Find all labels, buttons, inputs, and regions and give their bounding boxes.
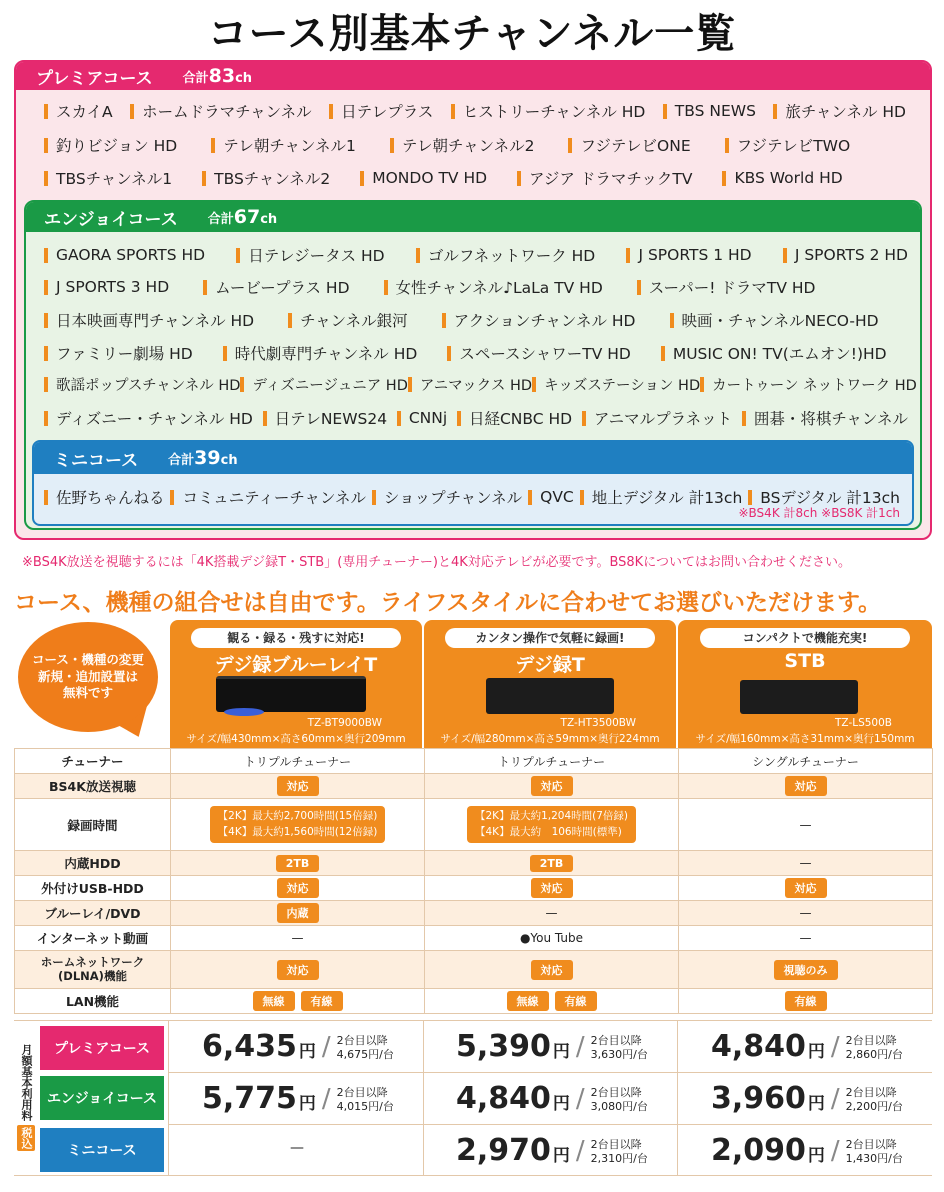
channel-item: 日テレプラス	[329, 100, 433, 122]
channel-item: スペースシャワーTV HD	[447, 342, 631, 364]
channel-total: 合計83ch	[182, 65, 253, 87]
channel-item: J SPORTS 1 HD	[626, 244, 751, 266]
monthly-fee-label: 月額基本利用料 税込	[14, 1020, 38, 1175]
course-name: プレミアコース	[36, 68, 153, 89]
spec-row	[15, 926, 933, 951]
col-divider	[168, 1020, 169, 1176]
channel-row	[26, 276, 920, 298]
channel-item: ムービープラス HD	[203, 276, 349, 298]
channel-item: ファミリー劇場 HD	[44, 342, 193, 364]
spec-row	[15, 749, 933, 774]
spec-value: 対応	[679, 876, 933, 901]
free-change-bubble: コース・機種の変更 新規・追加設置は 無料です	[18, 622, 158, 732]
channel-item: 映画・チャンネルNECO-HD	[670, 309, 879, 331]
spec-label: LAN機能	[15, 989, 171, 1014]
channel-item: TBSチャンネル1	[44, 167, 172, 189]
spec-table	[14, 748, 933, 1014]
mini-course-header	[34, 442, 912, 474]
channel-item: スカイA	[44, 100, 113, 122]
channel-row	[26, 407, 920, 429]
spec-value: 有線	[679, 989, 933, 1014]
channel-item: KBS World HD	[722, 167, 842, 189]
channel-total: 合計39ch	[168, 447, 238, 469]
spec-label: 内蔵HDD	[15, 851, 171, 876]
product-header-ls500	[678, 620, 932, 748]
channel-item: 歌謡ポップスチャンネル HD	[44, 374, 240, 395]
spec-row	[15, 851, 933, 876]
product-size: サイズ/幅430mm×高さ60mm×奥行209mm	[186, 733, 406, 745]
channel-row	[26, 244, 920, 266]
spec-label: ホームネットワーク (DLNA)機能	[15, 951, 171, 989]
course-label-mini: ミニコース	[40, 1128, 164, 1172]
spec-value: 対応	[171, 876, 425, 901]
channel-item: アニマックス HD	[408, 374, 532, 395]
spec-value: 対応	[425, 951, 679, 989]
channel-item: 女性チャンネル♪LaLa TV HD	[384, 276, 603, 298]
spec-value: トリプルチューナー	[171, 749, 425, 774]
spec-value: 無線 有線	[171, 989, 425, 1014]
channel-item: アジア ドラマチックTV	[517, 167, 692, 189]
spec-value: 無線 有線	[425, 989, 679, 1014]
channel-item: フジテレビTWO	[725, 134, 851, 156]
course-label-premium: プレミアコース	[40, 1026, 164, 1070]
spec-row	[15, 989, 933, 1014]
price-cell: 2,090 円 / 2台目以降 1,430円/台	[711, 1133, 903, 1168]
product-model: TZ-HT3500BW	[560, 717, 636, 729]
product-header-bt9000	[170, 620, 422, 748]
spec-value: —	[679, 799, 933, 851]
tax-included-badge: 税込	[17, 1125, 35, 1151]
channel-item: MUSIC ON! TV(エムオン!)HD	[661, 342, 887, 364]
channel-item: フジテレビONE	[568, 134, 690, 156]
course-label-enjoy: エンジョイコース	[40, 1076, 164, 1120]
price-cell: 6,435 円 / 2台目以降 4,675円/台	[202, 1029, 394, 1064]
channel-item: ヒストリーチャンネル HD	[451, 100, 646, 122]
product-size: サイズ/幅160mm×高さ31mm×奥行150mm	[695, 733, 915, 745]
channel-item: スーパー! ドラマTV HD	[637, 276, 816, 298]
row-divider	[168, 1124, 932, 1125]
spec-value: ●You Tube	[425, 926, 679, 951]
channel-item: テレ朝チャンネル2	[390, 134, 535, 156]
product-model: TZ-BT9000BW	[307, 717, 382, 729]
spec-value: —	[679, 926, 933, 951]
spec-value: トリプルチューナー	[425, 749, 679, 774]
price-cell: 4,840 円 / 2台目以降 2,860円/台	[711, 1029, 903, 1064]
channel-row	[16, 167, 930, 189]
spec-value: 対応	[425, 774, 679, 799]
channel-item: 旅チャンネル HD	[773, 100, 906, 122]
spec-value: 対応	[171, 951, 425, 989]
channel-item: 佐野ちゃんねる	[44, 486, 165, 508]
channel-item: ディズニー・チャンネル HD	[44, 407, 253, 429]
spec-label: ブルーレイ/DVD	[15, 901, 171, 926]
channel-item: 日テレジータス HD	[236, 244, 384, 266]
channel-item: コミュニティーチャンネル	[170, 486, 366, 508]
bs4k-requirement-note: ※BS4K放送を視聴するには「4K搭載デジ録T・STB」(専用チューナー)と4K対応テレビが必要です。BS8Kについてはお問い合わせください。	[22, 555, 851, 570]
price-cell: 5,775 円 / 2台目以降 4,015円/台	[202, 1081, 394, 1116]
stb-image	[740, 680, 858, 714]
page-title: コース別基本チャンネル一覧	[207, 11, 737, 57]
product-name: デジ録T	[515, 654, 585, 676]
channel-row	[26, 342, 920, 364]
spec-row	[15, 774, 933, 799]
spec-value: 【2K】最大約2,700時間(15倍録) 【4K】最大約1,560時間(12倍録)	[171, 799, 425, 851]
spec-value: —	[679, 901, 933, 926]
spec-row	[15, 951, 933, 989]
channel-item: 地上デジタル 計13ch	[580, 486, 743, 508]
channel-item: QVC	[528, 486, 574, 508]
channel-item: ホームドラマチャンネル	[130, 100, 312, 122]
channel-item: キッズステーション HD	[532, 374, 700, 395]
channel-item: アニマルプラネット	[582, 407, 732, 429]
spec-value: 対応	[171, 774, 425, 799]
spec-label: チューナー	[15, 749, 171, 774]
price-cell: 2,970 円 / 2台目以降 2,310円/台	[456, 1133, 648, 1168]
channel-item: TBSチャンネル2	[202, 167, 330, 189]
channel-item: CNNj	[397, 407, 447, 429]
channel-item: GAORA SPORTS HD	[44, 244, 205, 266]
channel-item: 日経CNBC HD	[457, 407, 572, 429]
channel-item: J SPORTS 3 HD	[44, 276, 169, 298]
headline: コース、機種の組合せは自由です。ライフスタイルに合わせてお選びいただけます。	[14, 590, 882, 616]
spec-value: シングルチューナー	[679, 749, 933, 774]
spec-value: —	[679, 851, 933, 876]
spec-row	[15, 876, 933, 901]
price-cell: 5,390 円 / 2台目以降 3,630円/台	[456, 1029, 648, 1064]
col-divider	[677, 1020, 678, 1176]
channel-item: カートゥーン ネットワーク HD	[700, 374, 917, 395]
product-size: サイズ/幅280mm×高さ59mm×奥行224mm	[440, 733, 660, 745]
enjoy-course-header	[26, 202, 920, 232]
spec-value: 【2K】最大約1,204時間(7倍録) 【4K】最大約 106時間(標準)	[425, 799, 679, 851]
product-catch: コンパクトで機能充実!	[700, 628, 910, 648]
channel-total: 合計67ch	[207, 206, 278, 228]
channel-item: 日テレNEWS24	[263, 407, 387, 429]
channel-item: MONDO TV HD	[360, 167, 487, 189]
product-name: STB	[784, 650, 826, 672]
spec-label: インターネット動画	[15, 926, 171, 951]
course-name: エンジョイコース	[44, 209, 178, 230]
channel-row	[16, 134, 930, 156]
spec-value: 内蔵	[171, 901, 425, 926]
channel-item: テレ朝チャンネル1	[211, 134, 356, 156]
spec-value: 対応	[425, 876, 679, 901]
product-catch: カンタン操作で気軽に録画!	[445, 628, 655, 648]
disc-image	[224, 708, 264, 716]
recorder-image	[486, 678, 614, 714]
channel-item: 時代劇専門チャンネル HD	[223, 342, 418, 364]
spec-label: 録画時間	[15, 799, 171, 851]
row-divider	[168, 1072, 932, 1073]
spec-value: 2TB	[425, 851, 679, 876]
price-cell: 4,840 円 / 2台目以降 3,080円/台	[456, 1081, 648, 1116]
channel-row	[26, 374, 920, 395]
channel-item: ショップチャンネル	[372, 486, 522, 508]
spec-label: 外付けUSB-HDD	[15, 876, 171, 901]
channel-item: BSデジタル 計13ch	[748, 486, 900, 508]
price-cell: 3,960 円 / 2台目以降 2,200円/台	[711, 1081, 903, 1116]
channel-item: 釣りビジョン HD	[44, 134, 177, 156]
channel-item: 囲碁・将棋チャンネル	[742, 407, 908, 429]
bs4k-note: ※BS4K 計8ch ※BS8K 計1ch	[738, 506, 900, 520]
spec-value: 2TB	[171, 851, 425, 876]
spec-row	[15, 901, 933, 926]
channel-row	[16, 100, 930, 122]
spec-value: —	[171, 926, 425, 951]
channel-item: アクションチャンネル HD	[442, 309, 636, 331]
channel-item: チャンネル銀河	[288, 309, 408, 331]
channel-item: ディズニージュニア HD	[240, 374, 407, 395]
channel-item: J SPORTS 2 HD	[783, 244, 908, 266]
product-catch: 観る・録る・残すに対応!	[191, 628, 401, 648]
premium-course-header	[16, 62, 930, 90]
channel-item: ゴルフネットワーク HD	[416, 244, 595, 266]
mini-course-panel	[32, 440, 914, 526]
product-name: デジ録ブルーレイT	[214, 654, 378, 676]
col-divider	[423, 1020, 424, 1176]
product-model: TZ-LS500B	[835, 717, 892, 729]
channel-item: 日本映画専門チャンネル HD	[44, 309, 254, 331]
spec-row	[15, 799, 933, 851]
spec-value: —	[425, 901, 679, 926]
spec-label: BS4K放送視聴	[15, 774, 171, 799]
spec-value: 対応	[679, 774, 933, 799]
channel-item: TBS NEWS	[663, 100, 756, 122]
spec-value: 視聴のみ	[679, 951, 933, 989]
price-cell: —	[290, 1140, 304, 1156]
course-name: ミニコース	[54, 450, 139, 471]
product-header-ht3500	[424, 620, 676, 748]
recorder-image	[216, 676, 366, 712]
channel-row	[26, 309, 920, 331]
